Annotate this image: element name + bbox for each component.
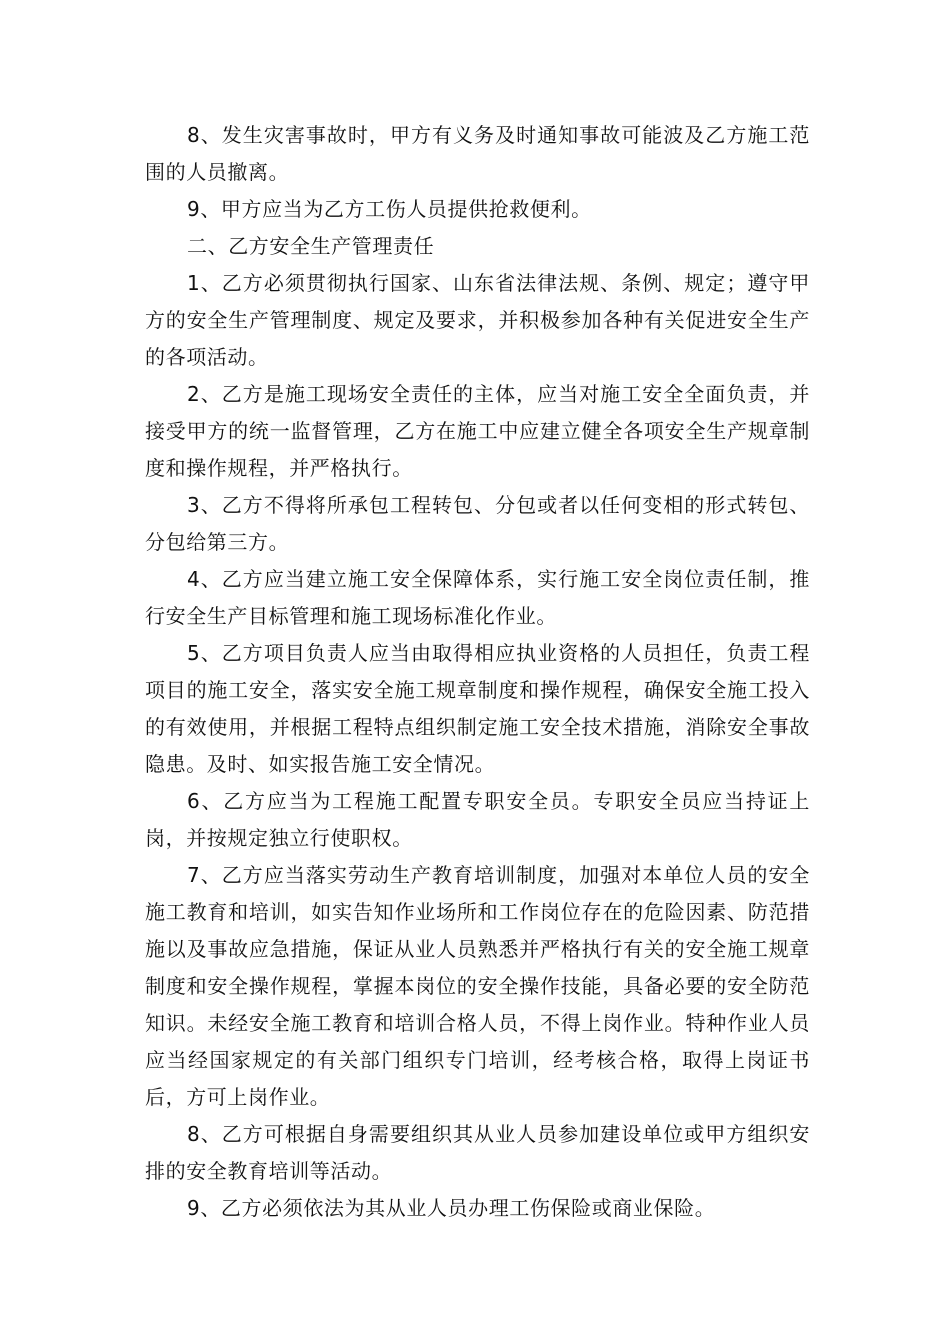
paragraph-yi-9: 9、乙方必须依法为其从业人员办理工伤保险或商业保险。: [187, 1196, 716, 1220]
document-body: [145, 117, 810, 1227]
paragraph-yi-7: 7、乙方应当落实劳动生产教育培训制度，加强对本单位人员的安全施工教育和培训，如实告知作业场所和工作岗位存在的危险因素、防范措施以及事故应急措施，保证从业人员熟悉并严格执行有关的安全施工规章制度和安全操作规程，掌握本岗位的安全操作技能，具备必要的安全防范知识。未经安全施工教育和培训合格人员，不得上岗作业。特种作业人员应当经国家规定的有关部门组织专门培训，经考核合格，取得上岗证书后，方可上岗作业。: [145, 863, 810, 1109]
paragraph-yi-8: 8、乙方可根据自身需要组织其从业人员参加建设单位或甲方组织安排的安全教育培训等活动。: [145, 1122, 810, 1183]
paragraph-yi-3: 3、乙方不得将所承包工程转包、分包或者以任何变相的形式转包、分包给第三方。: [145, 493, 810, 554]
paragraph-gamma-9: 9、甲方应当为乙方工伤人员提供抢救便利。: [187, 197, 592, 221]
paragraph-yi-4: 4、乙方应当建立施工安全保障体系，实行施工安全岗位责任制，推行安全生产目标管理和施工现场标准化作业。: [145, 567, 810, 628]
paragraph-yi-1: 1、乙方必须贯彻执行国家、山东省法律法规、条例、规定；遵守甲方的安全生产管理制度、规定及要求，并积极参加各种有关促进安全生产的各项活动。: [145, 271, 810, 369]
paragraph-yi-6: 6、乙方应当为工程施工配置专职安全员。专职安全员应当持证上岗，并按规定独立行使职权。: [145, 789, 810, 850]
paragraph-yi-5: 5、乙方项目负责人应当由取得相应执业资格的人员担任，负责工程项目的施工安全，落实安全施工规章制度和操作规程，确保安全施工投入的有效使用，并根据工程特点组织制定施工安全技术措施，消除安全事故隐患。及时、如实报告施工安全情况。: [145, 641, 810, 776]
paragraph-gamma-8: 8、发生灾害事故时，甲方有义务及时通知事故可能波及乙方施工范围的人员撤离。: [145, 123, 810, 184]
section-heading-yi-responsibility: 二、乙方安全生产管理责任: [187, 234, 435, 258]
paragraph-yi-2: 2、乙方是施工现场安全责任的主体，应当对施工安全全面负责，并接受甲方的统一监督管理，乙方在施工中应建立健全各项安全生产规章制度和操作规程，并严格执行。: [145, 382, 810, 480]
